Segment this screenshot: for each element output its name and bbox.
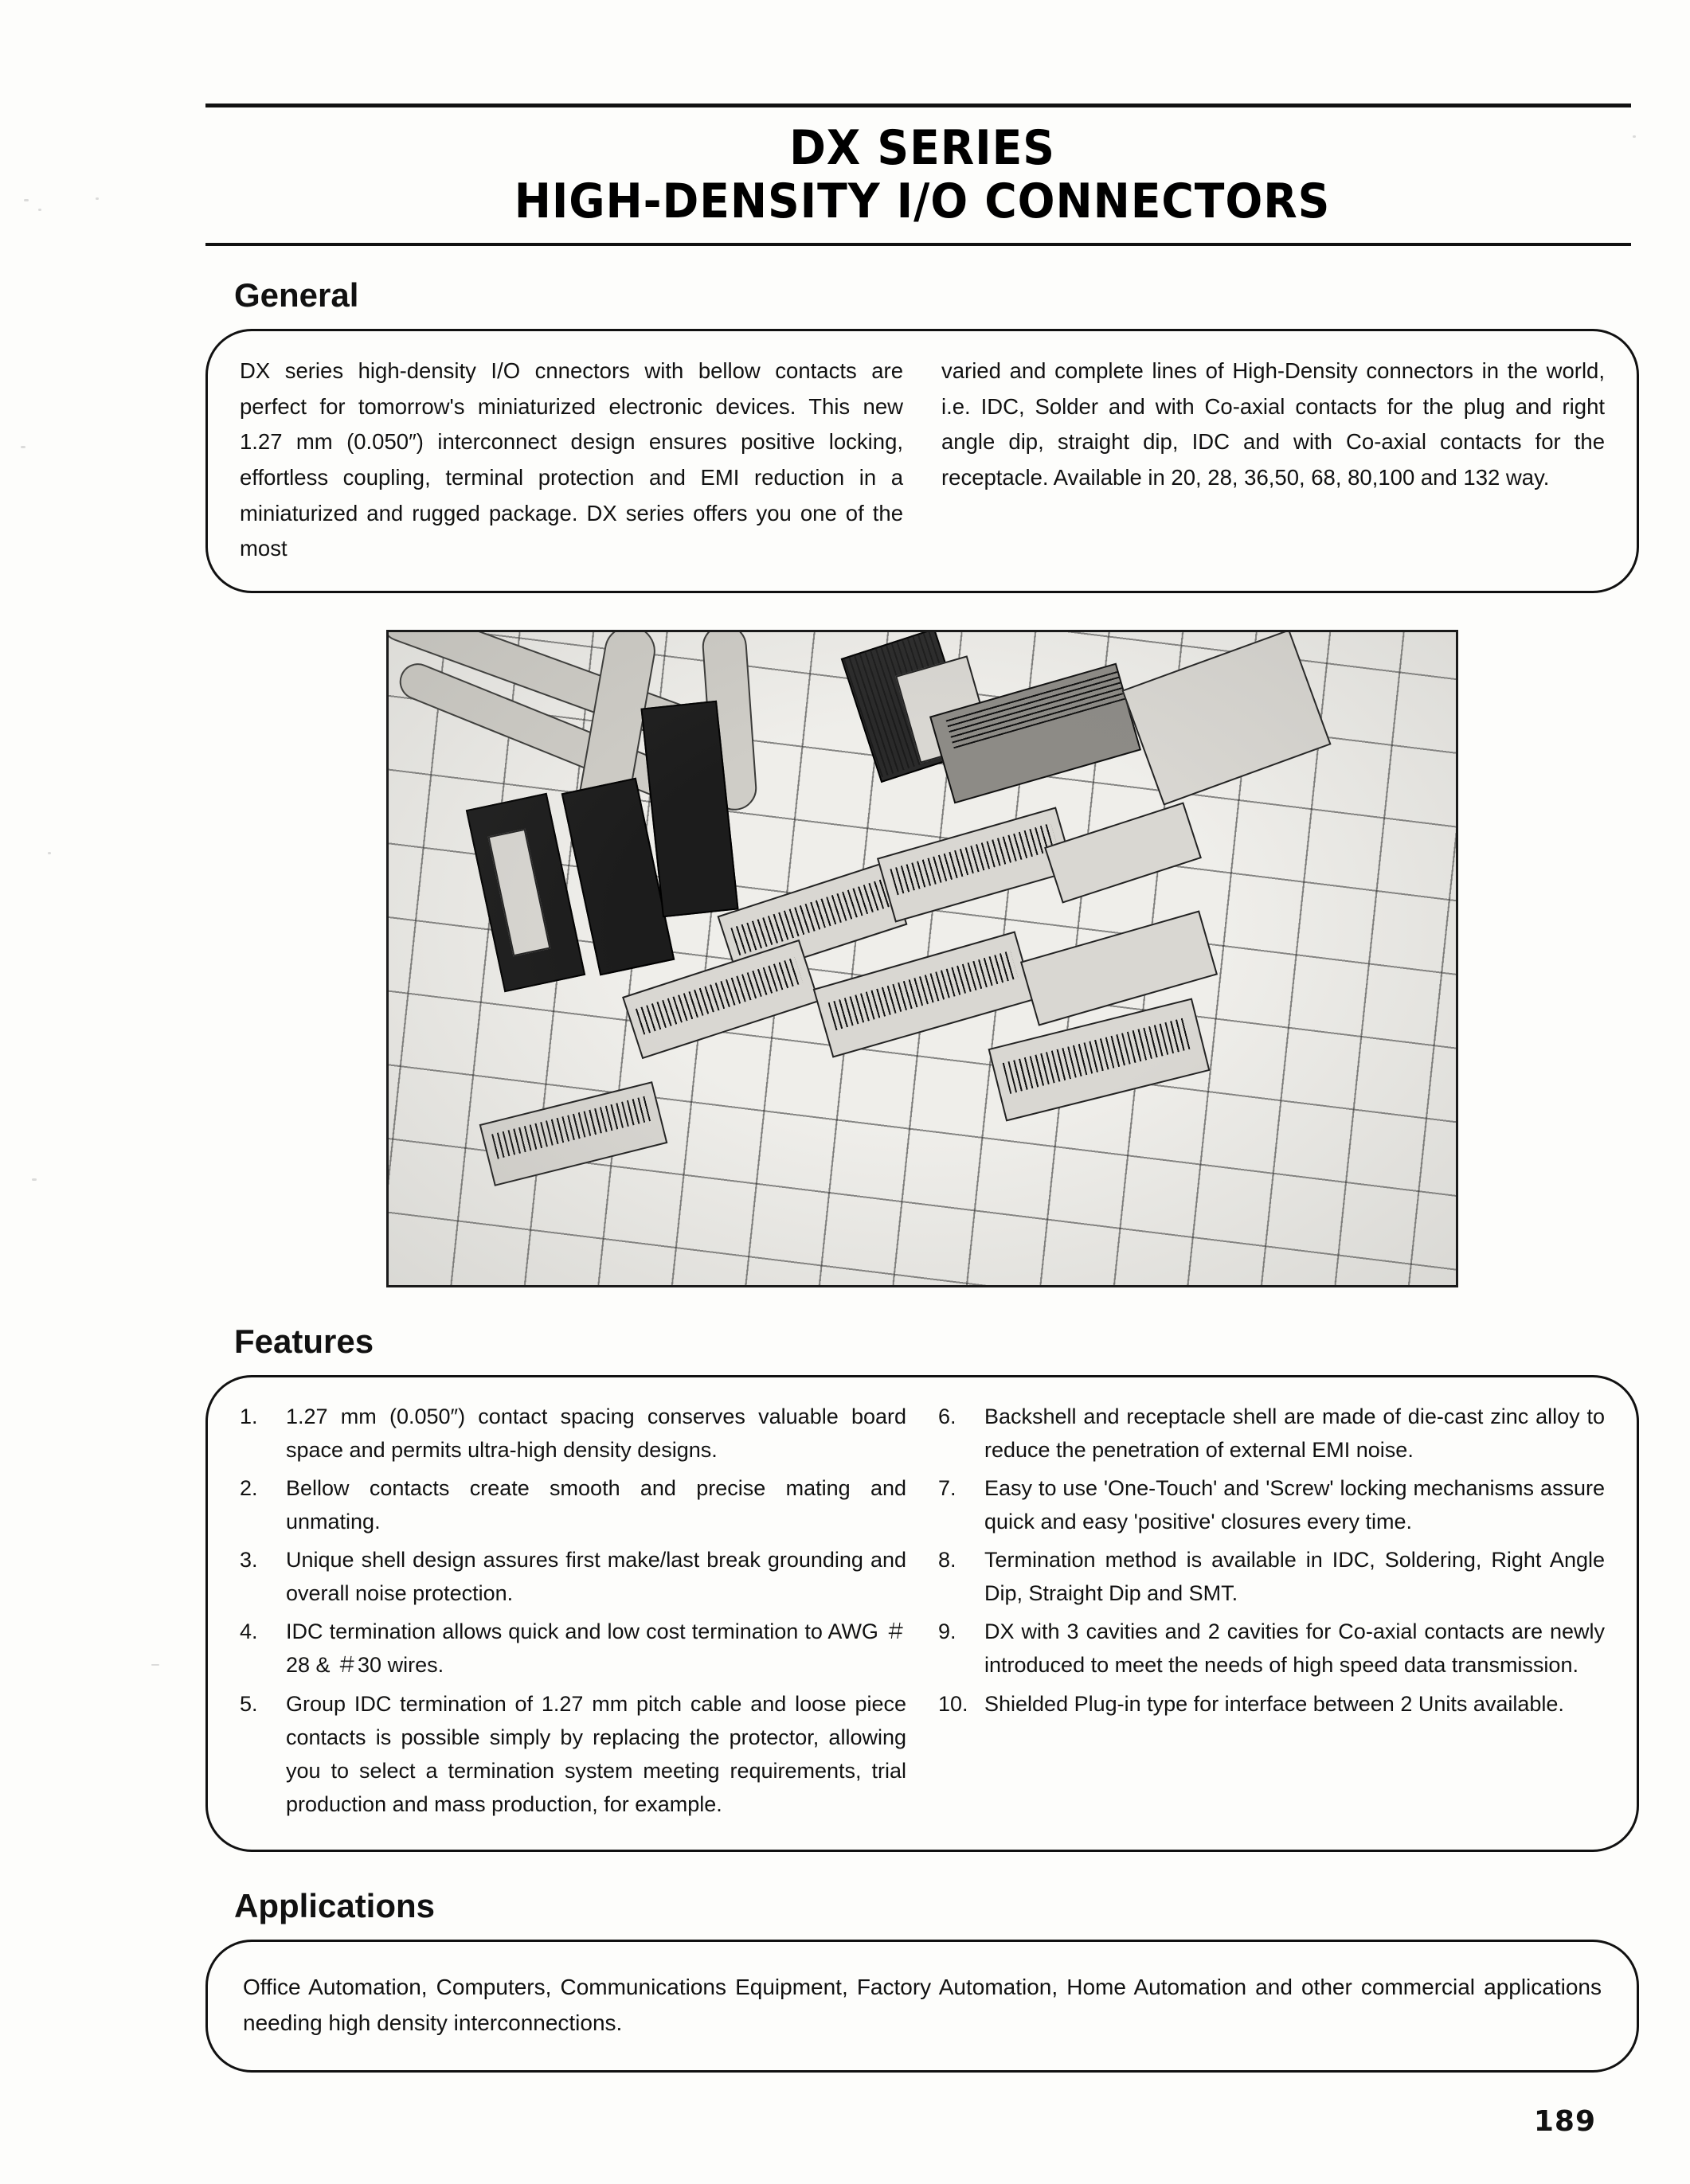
title-rule-bottom	[205, 243, 1631, 246]
general-paragraph-left: DX series high-density I/O cnnectors with bellow contacts are perfect for tomorrow's miniaturized electronic devices. This new 1.27 mm (0.050″) interconnect design ensures positive locking, effortless coupling, terminal protection and EMI reduction in a miniaturized and rugged package. DX series offers you one of the most	[240, 358, 903, 561]
features-list-left	[240, 1400, 906, 1826]
feature-item	[938, 1543, 1605, 1610]
feature-text: Termination method is available in IDC, Soldering, Right Angle Dip, Straight Dip and SMT.	[984, 1548, 1605, 1606]
feature-text: Bellow contacts create smooth and precise mating and unmating.	[286, 1475, 906, 1533]
applications-text: Office Automation, Computers, Communications Equipment, Factory Automation, Home Automation and other commercial applications needing high density interconnections.	[243, 1974, 1602, 2036]
general-box	[205, 329, 1639, 592]
feature-item	[240, 1400, 906, 1467]
feature-number: 7.	[938, 1475, 956, 1500]
page-title	[205, 107, 1639, 235]
feature-number: 2.	[240, 1475, 258, 1500]
applications-heading: Applications	[234, 1886, 436, 1924]
feature-number: 3.	[240, 1548, 258, 1573]
title-line-2: HIGH-DENSITY I/O CONNECTORS	[514, 174, 1331, 230]
feature-item	[938, 1400, 1605, 1467]
feature-item	[938, 1615, 1605, 1682]
applications-box	[205, 1940, 1639, 2073]
feature-text: DX with 3 cavities and 2 cavities for Co-axial contacts are newly introduced to meet the needs of high speed data transmission.	[984, 1619, 1605, 1678]
features-list-right	[938, 1400, 1605, 1826]
feature-text: Shielded Plug-in type for interface between 2 Units available.	[984, 1691, 1564, 1716]
features-box	[205, 1375, 1639, 1852]
feature-number: 6.	[938, 1404, 956, 1428]
title-line-1: DX SERIES	[789, 120, 1055, 176]
features-heading: Features	[234, 1322, 374, 1360]
feature-number: 5.	[240, 1691, 258, 1716]
feature-number: 10.	[938, 1691, 968, 1716]
feature-text: Backshell and receptacle shell are made of die-cast zinc alloy to reduce the penetration of external EMI noise.	[984, 1404, 1605, 1462]
product-photo	[205, 630, 1639, 1287]
feature-text: 1.27 mm (0.050″) contact spacing conserves valuable board space and permits ultra-high density designs.	[286, 1404, 906, 1462]
feature-text: IDC termination allows quick and low cost termination to AWG ＃28 & ＃30 wires.	[286, 1619, 906, 1678]
feature-text: Unique shell design assures first make/last break grounding and overall noise protection.	[286, 1548, 906, 1606]
feature-number: 4.	[240, 1619, 258, 1644]
general-heading: General	[234, 276, 359, 315]
general-paragraph-right: varied and complete lines of High-Density connectors in the world, i.e. IDC, Solder and with Co-axial contacts for the plug and right angle dip, straight dip, IDC and with Co-axial contacts for the receptacle. Available in 20, 28, 36,50, 68, 80,100 and 132 way.	[941, 358, 1605, 490]
feature-item	[240, 1687, 906, 1821]
feature-number: 8.	[938, 1548, 956, 1573]
feature-number: 1.	[240, 1404, 258, 1428]
photo-vignette	[389, 632, 1456, 1285]
feature-item	[938, 1687, 1605, 1721]
page-number: 189	[1533, 2105, 1596, 2138]
feature-item	[240, 1543, 906, 1610]
feature-number: 9.	[938, 1619, 956, 1644]
feature-text: Group IDC termination of 1.27 mm pitch cable and loose piece contacts is possible simply by replacing the protector, allowing you to select a termination system meeting requirements, trial production and mass production, for example.	[286, 1691, 906, 1816]
product-photo-frame	[386, 630, 1458, 1287]
page-content	[205, 104, 1639, 2073]
feature-item	[240, 1615, 906, 1682]
feature-text: Easy to use 'One-Touch' and 'Screw' locking mechanisms assure quick and easy 'positive' closures every time.	[984, 1475, 1605, 1533]
feature-item	[240, 1471, 906, 1538]
feature-item	[938, 1471, 1605, 1538]
